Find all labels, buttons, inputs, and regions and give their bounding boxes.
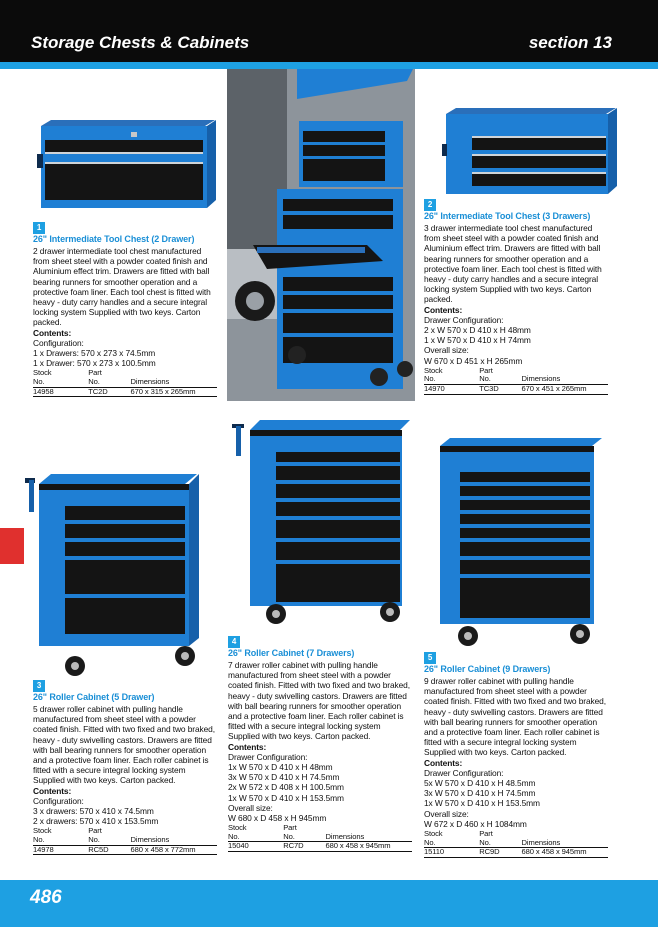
- config-line: 1 x W 570 x D 410 x H 74mm: [424, 335, 531, 346]
- product-block-5: [424, 652, 608, 858]
- product-description: 7 drawer roller cabinet with pulling handle manufactured from sheet steel with a powder coated finish. Fitted with two fixed and two braked, heavy - duty swivelling castors. Drawers are fitted with ball bearing runners for smoother operation and a protective foam liner. Each roller cabinet is fitted with a secure integral locking system Supplied with two keys. Carton packed.: [228, 660, 410, 742]
- dimensions-header: Dimensions: [522, 830, 609, 848]
- config-line: 1 x Drawers: 570 x 273 x 74.5mm: [33, 348, 156, 359]
- product-description: 3 drawer intermediate tool chest manufactured from sheet steel with a powder coated finish and Aluminium effect trim. Drawers are fitted with ball bearing runners for smoother operation and a protective foam liner. Each tool chest is fitted with heavy - duty carry handles and a secure integral locking system Supplied with two keys. Carton packed.: [424, 223, 602, 305]
- stock-header-text: Stock No.: [228, 823, 247, 841]
- table-row: [33, 387, 217, 397]
- section-label: section 13: [528, 33, 612, 52]
- size-heading: Overall size:: [424, 808, 469, 819]
- stock-header-text: Stock No.: [424, 829, 443, 847]
- part-number: RC5D: [88, 845, 130, 855]
- stock-number: 15040: [228, 842, 283, 852]
- config-line: 3 x drawers: 570 x 410 x 74.5mm: [33, 806, 154, 817]
- size-heading: Overall size:: [228, 802, 273, 813]
- config-heading: Drawer Configuration:: [424, 767, 504, 778]
- part-header: [479, 367, 521, 385]
- product-image-chest-on-roller-cabinet: [227, 69, 415, 401]
- config-heading: Drawer Configuration:: [228, 751, 308, 762]
- page-number: 486: [30, 887, 62, 908]
- dimensions: 680 x 458 x 945mm: [522, 848, 609, 858]
- stock-number: 15110: [424, 848, 479, 858]
- header-bar: [0, 0, 658, 62]
- table-row: [424, 848, 608, 858]
- part-header: [479, 830, 521, 848]
- part-number: RC7D: [283, 842, 325, 852]
- product-block-3: [33, 680, 217, 855]
- overall-size: W 672 x D 460 x H 1084mm: [424, 818, 527, 829]
- table-row: [424, 385, 608, 395]
- stock-header: [33, 827, 88, 845]
- stock-header: [424, 830, 479, 848]
- page-title: Storage Chests & Cabinets: [31, 33, 250, 52]
- config-line: 2 x drawers: 570 x 410 x 153.5mm: [33, 816, 159, 827]
- product-image-roller-cabinet-9-drawers: [426, 436, 602, 648]
- contents-heading: Contents:: [33, 327, 72, 338]
- config-line: 1 x Drawer: 570 x 273 x 100.5mm: [33, 358, 156, 369]
- product-image-roller-cabinet-5-drawer: [25, 470, 213, 676]
- product-title: 26" Roller Cabinet (9 Drawers): [424, 664, 551, 674]
- spec-table: [424, 830, 608, 858]
- product-badge: 5: [424, 652, 436, 664]
- part-number: TC2D: [88, 387, 130, 397]
- product-badge: 2: [424, 199, 436, 211]
- part-header: [283, 824, 325, 842]
- stock-header: [33, 369, 88, 387]
- header-stripe: [0, 62, 658, 69]
- contents-heading: Contents:: [424, 304, 463, 315]
- spec-table: [33, 827, 217, 855]
- product-block-4: [228, 636, 412, 852]
- stock-header-text: Stock No.: [424, 365, 443, 384]
- stock-header-text: Stock No.: [33, 826, 52, 845]
- product-description: 9 drawer roller cabinet with pulling handle manufactured from sheet steel with a powder coated finish. Fitted with two fixed and two braked, heavy - duty swivelling castors. Drawers are fitted with ball bearing runners for smoother operation and a protective foam liner. Each roller cabinet is fitted with a secure integral locking system Supplied with two keys. Carton packed.: [424, 676, 606, 758]
- contents-heading: Contents:: [424, 757, 463, 768]
- part-number: RC9D: [479, 848, 521, 858]
- config-line: 2x W 572 x D 408 x H 100.5mm: [228, 782, 344, 793]
- footer-bar: [0, 880, 658, 927]
- config-line: 1x W 570 x D 410 x H 48mm: [228, 762, 333, 773]
- product-block-1: [33, 222, 217, 397]
- contents-heading: Contents:: [228, 741, 267, 752]
- spec-table: [228, 824, 412, 852]
- part-header-text: Part No.: [479, 829, 493, 847]
- dimensions: 670 x 315 x 265mm: [131, 387, 218, 397]
- config-line: 1x W 570 x D 410 x H 153.5mm: [424, 798, 540, 809]
- product-image-tool-chest-3-drawers: [442, 106, 618, 196]
- stock-number: 14978: [33, 845, 88, 855]
- config-heading: Drawer Configuration:: [424, 314, 504, 325]
- table-row: [228, 842, 412, 852]
- product-title: 26" Roller Cabinet (5 Drawer): [33, 692, 155, 702]
- stock-header-text: Stock No.: [33, 368, 52, 387]
- dimensions: 680 x 458 x 945mm: [326, 842, 413, 852]
- dimensions-header: Dimensions: [131, 827, 218, 845]
- dimensions-header: Dimensions: [522, 367, 609, 385]
- part-header-text: Part No.: [283, 823, 297, 841]
- config-line: 3x W 570 x D 410 x H 74.5mm: [424, 788, 536, 799]
- dimensions-header: Dimensions: [326, 824, 413, 842]
- product-description: 2 drawer intermediate tool chest manufactured from sheet steel with a powder coated finish and Aluminium effect trim. Drawers are fitted with ball bearing runners for smoother operation and a protective foam liner. Each tool chest is fitted with heavy - duty carry handles and a secure integral locking system Supplied with two keys. Carton packed.: [33, 246, 211, 328]
- stock-number: 14958: [33, 387, 88, 397]
- part-header-text: Part No.: [88, 368, 102, 387]
- product-badge: 4: [228, 636, 240, 648]
- side-tab: [0, 528, 24, 564]
- config-line: 5x W 570 x D 410 x H 48.5mm: [424, 778, 536, 789]
- part-header: [88, 827, 130, 845]
- config-line: 1x W 570 x D 410 x H 153.5mm: [228, 792, 344, 803]
- product-description: 5 drawer roller cabinet with pulling handle manufactured from sheet steel with a powder coated finish. Fitted with two fixed and two braked, heavy - duty swivelling castors. Drawers are fitted with ball bearing runners for smoother operation and a protective foam liner. Each roller cabinet is fitted with a secure integral locking system Supplied with two keys. Carton packed.: [33, 704, 215, 786]
- overall-size: W 670 x D 451 x H 265mm: [424, 355, 523, 366]
- dimensions-header: Dimensions: [131, 369, 218, 387]
- contents-heading: Contents:: [33, 785, 72, 796]
- spec-table: [33, 369, 217, 397]
- product-title: 26" Intermediate Tool Chest (3 Drawers): [424, 211, 591, 221]
- product-title: 26" Intermediate Tool Chest (2 Drawer): [33, 234, 195, 244]
- product-badge: 3: [33, 680, 45, 692]
- part-header-text: Part No.: [479, 365, 493, 384]
- table-row: [33, 845, 217, 855]
- product-image-tool-chest-2-drawer: [35, 118, 217, 210]
- config-line: 3x W 570 x D 410 x H 74.5mm: [228, 772, 340, 783]
- config-heading: Configuration:: [33, 337, 84, 348]
- size-heading: Overall size:: [424, 345, 469, 356]
- product-title: 26" Roller Cabinet (7 Drawers): [228, 648, 355, 658]
- part-number: TC3D: [479, 385, 521, 395]
- config-heading: Configuration:: [33, 795, 84, 806]
- dimensions: 670 x 451 x 265mm: [522, 385, 609, 395]
- stock-number: 14970: [424, 385, 479, 395]
- product-image-roller-cabinet-7-drawers: [232, 418, 410, 626]
- overall-size: W 680 x D 458 x H 945mm: [228, 813, 327, 824]
- config-line: 2 x W 570 x D 410 x H 48mm: [424, 325, 531, 336]
- product-badge: 1: [33, 222, 45, 234]
- stock-header: [424, 367, 479, 385]
- dimensions: 680 x 458 x 772mm: [131, 845, 218, 855]
- stock-header: [228, 824, 283, 842]
- part-header-text: Part No.: [88, 826, 102, 845]
- product-block-2: [424, 199, 608, 395]
- part-header: [88, 369, 130, 387]
- spec-table: [424, 367, 608, 395]
